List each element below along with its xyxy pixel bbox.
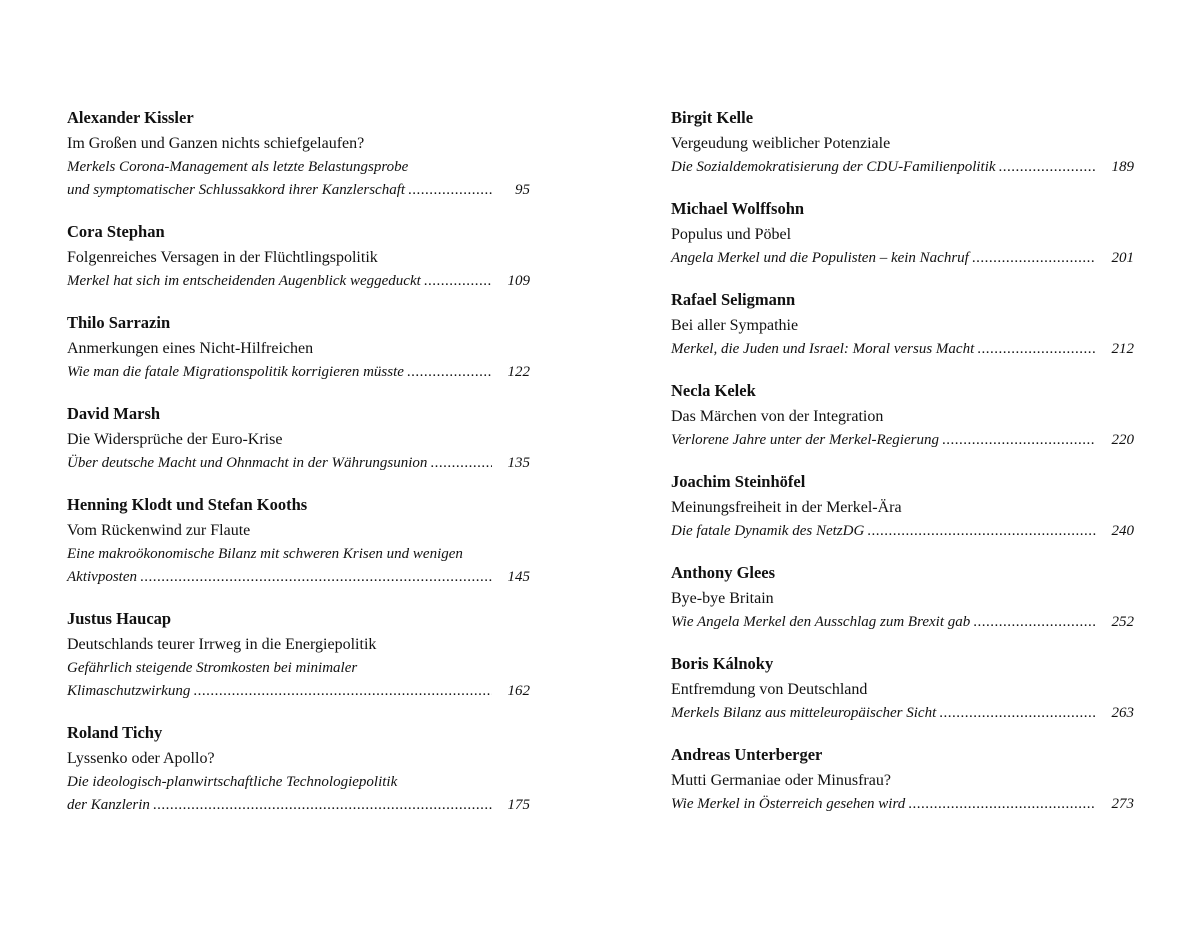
toc-entry [67, 220, 530, 293]
page-number: 109 [507, 273, 530, 289]
entry-leader-line [671, 156, 1134, 179]
toc-entry [671, 470, 1134, 543]
toc-entry [67, 402, 530, 475]
entry-author: Anthony Glees [671, 563, 776, 582]
entry-title: Deutschlands teurer Irrweg in die Energiepolitik [67, 636, 377, 653]
entry-author: Roland Tichy [67, 723, 163, 742]
entry-leader-line [671, 338, 1134, 361]
page-number: 175 [507, 797, 530, 813]
entry-leader-line [67, 794, 530, 817]
entry-title: Vergeudung weiblicher Potenziale [671, 135, 891, 152]
entry-title: Mutti Germaniae oder Minusfrau? [671, 772, 891, 789]
page-number: 240 [1111, 523, 1134, 539]
entry-author: Necla Kelek [671, 381, 756, 400]
entry-subtitle: Die ideologisch-planwirtschaftliche Technologiepolitik [67, 774, 398, 790]
toc-entry [671, 561, 1134, 634]
dot-leader [430, 452, 492, 475]
dot-leader [424, 270, 492, 293]
entry-leader-line [67, 270, 530, 293]
entry-leader-line [671, 702, 1134, 725]
entry-author: Joachim Steinhöfel [671, 472, 806, 491]
page-number: 252 [1111, 614, 1134, 630]
dot-leader [407, 361, 492, 384]
toc-entry [671, 652, 1134, 725]
page-number: 135 [507, 455, 530, 471]
dot-leader [408, 179, 492, 202]
entry-author: Birgit Kelle [671, 108, 754, 127]
entry-author: David Marsh [67, 404, 161, 423]
entry-author: Rafael Seligmann [671, 290, 796, 309]
entry-title: Entfremdung von Deutschland [671, 681, 868, 698]
entry-leader-line [67, 179, 530, 202]
entry-subtitle-end: Wie Angela Merkel den Ausschlag zum Brexit gab [671, 614, 971, 630]
entry-title: Anmerkungen eines Nicht-Hilfreichen [67, 340, 314, 357]
entry-title: Folgenreiches Versagen in der Flüchtlingspolitik [67, 249, 378, 266]
dot-leader [867, 520, 1096, 543]
entry-subtitle-end: Die fatale Dynamik des NetzDG [671, 523, 865, 539]
page-number: 220 [1111, 432, 1134, 448]
entry-subtitle: Merkels Corona-Management als letzte Belastungsprobe [67, 159, 409, 175]
entry-leader-line [67, 680, 530, 703]
entry-title: Populus und Pöbel [671, 226, 792, 243]
entry-title: Bye-bye Britain [671, 590, 774, 607]
dot-leader [977, 338, 1096, 361]
entry-subtitle-end: Über deutsche Macht und Ohnmacht in der Währungsunion [67, 455, 428, 471]
dot-leader [908, 793, 1096, 816]
entry-author: Andreas Unterberger [671, 745, 823, 764]
entry-subtitle: Eine makroökonomische Bilanz mit schweren Krisen und wenigen [67, 546, 463, 562]
toc-entry [67, 311, 530, 384]
entry-author: Cora Stephan [67, 222, 165, 241]
page-number: 263 [1111, 705, 1134, 721]
page-number: 189 [1111, 159, 1134, 175]
entry-author: Michael Wolffsohn [671, 199, 805, 218]
dot-leader [153, 794, 492, 817]
entry-subtitle-end: Merkel, die Juden und Israel: Moral versus Macht [671, 341, 975, 357]
toc-right-column [671, 106, 1134, 834]
entry-subtitle-end: Angela Merkel und die Populisten – kein Nachruf [671, 250, 969, 266]
entry-subtitle-end: Merkels Bilanz aus mitteleuropäischer Sicht [671, 705, 937, 721]
entry-author: Henning Klodt und Stefan Kooths [67, 495, 308, 514]
toc-entry [67, 493, 530, 589]
page-number: 212 [1111, 341, 1134, 357]
dot-leader [999, 156, 1096, 179]
toc-left-column [67, 106, 530, 835]
entry-leader-line [671, 520, 1134, 543]
dot-leader [942, 429, 1096, 452]
entry-subtitle-end: Die Sozialdemokratisierung der CDU-Familienpolitik [671, 159, 996, 175]
entry-title: Meinungsfreiheit in der Merkel-Ära [671, 499, 902, 516]
page-number: 95 [515, 182, 530, 198]
dot-leader [193, 680, 492, 703]
page-number: 162 [507, 683, 530, 699]
entry-subtitle-end: Wie Merkel in Österreich gesehen wird [671, 796, 906, 812]
page-number: 201 [1111, 250, 1134, 266]
entry-author: Alexander Kissler [67, 108, 194, 127]
page-number: 122 [507, 364, 530, 380]
entry-author: Thilo Sarrazin [67, 313, 171, 332]
toc-entry [671, 379, 1134, 452]
dot-leader [140, 566, 492, 589]
entry-author: Justus Haucap [67, 609, 172, 628]
page-number: 145 [507, 569, 530, 585]
entry-leader-line [671, 429, 1134, 452]
entry-leader-line [671, 611, 1134, 634]
entry-leader-line [67, 452, 530, 475]
entry-leader-line [671, 793, 1134, 816]
dot-leader [972, 247, 1096, 270]
entry-subtitle-end: Merkel hat sich im entscheidenden Augenblick weggeduckt [67, 273, 421, 289]
entry-subtitle-end: Aktivposten [67, 569, 137, 585]
entry-subtitle-end: der Kanzlerin [67, 797, 150, 813]
entry-subtitle-end: und symptomatischer Schlussakkord ihrer Kanzlerschaft [67, 182, 406, 198]
entry-subtitle-end: Klimaschutzwirkung [67, 683, 191, 699]
entry-subtitle: Gefährlich steigende Stromkosten bei minimaler [67, 660, 358, 676]
toc-entry [671, 743, 1134, 816]
toc-entry [67, 607, 530, 703]
toc-entry [671, 197, 1134, 270]
entry-title: Lyssenko oder Apollo? [67, 750, 215, 767]
entry-title: Vom Rückenwind zur Flaute [67, 522, 251, 539]
toc-entry [671, 288, 1134, 361]
page-number: 273 [1111, 796, 1134, 812]
entry-leader-line [67, 361, 530, 384]
toc-entry [671, 106, 1134, 179]
entry-title: Bei aller Sympathie [671, 317, 799, 334]
entry-title: Die Widersprüche der Euro-Krise [67, 431, 283, 448]
toc-entry [67, 106, 530, 202]
toc-entry [67, 721, 530, 817]
entry-author: Boris Kálnoky [671, 654, 774, 673]
entry-title: Das Märchen von der Integration [671, 408, 884, 425]
entry-subtitle-end: Verlorene Jahre unter der Merkel-Regierung [671, 432, 939, 448]
entry-subtitle-end: Wie man die fatale Migrationspolitik korrigieren müsste [67, 364, 404, 380]
entry-leader-line [671, 247, 1134, 270]
dot-leader [939, 702, 1096, 725]
dot-leader [973, 611, 1096, 634]
entry-leader-line [67, 566, 530, 589]
entry-title: Im Großen und Ganzen nichts schiefgelaufen? [67, 135, 365, 152]
